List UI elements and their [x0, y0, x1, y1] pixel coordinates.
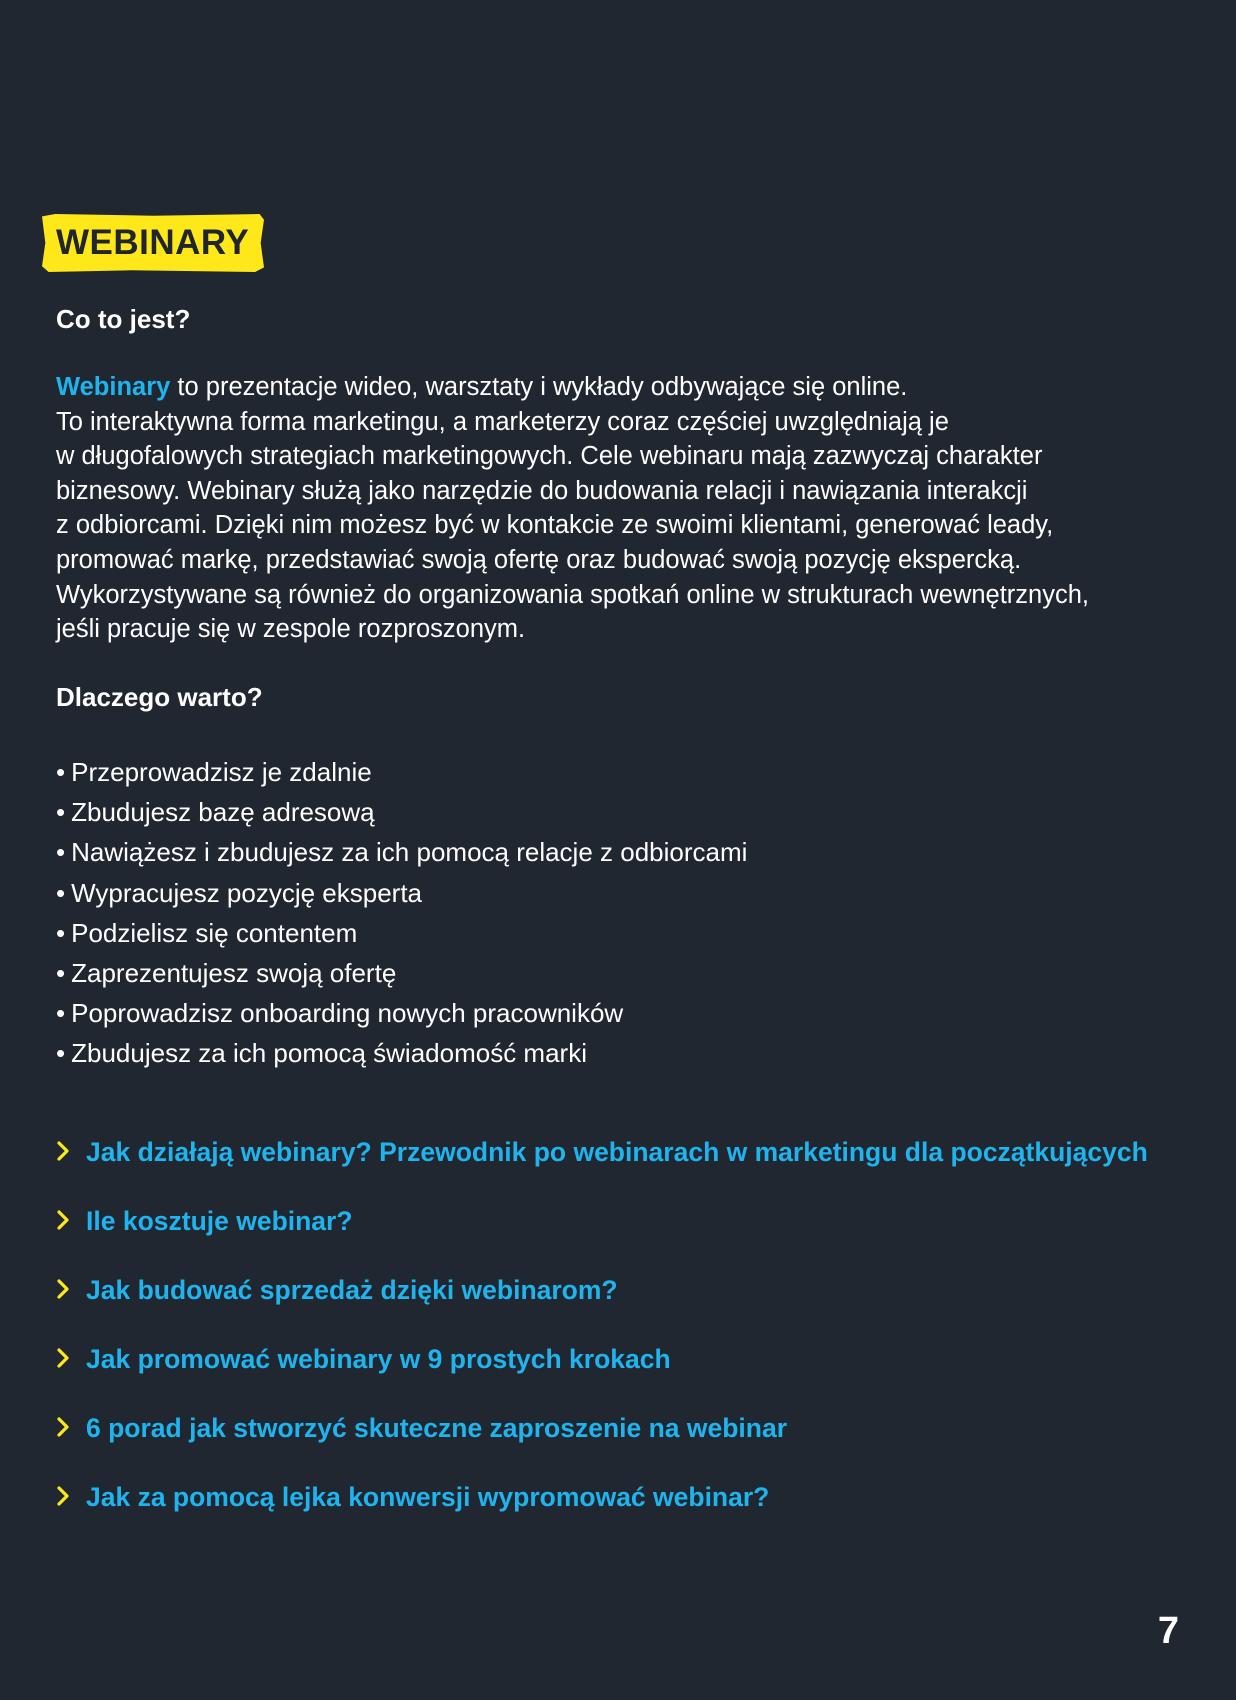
paragraph-line	[56, 370, 1206, 405]
chevron-right-icon	[56, 1279, 70, 1299]
chevron-right-icon	[56, 1486, 70, 1506]
benefit-item: • Podzielisz się contentem	[56, 913, 747, 953]
related-link[interactable]: 6 porad jak stworzyć skuteczne zaproszenie na webinar	[86, 1413, 788, 1443]
related-link-item[interactable]	[56, 1135, 1148, 1204]
benefit-item: • Zbudujesz za ich pomocą świadomość marki	[56, 1033, 747, 1073]
paragraph-line: z odbiorcami. Dzięki nim możesz być w kontakcie ze swoimi klientami, generować leady,	[56, 511, 1054, 540]
paragraph-line: promować markę, przedstawiać swoją ofertę oraz budować swoją pozycję ekspercką.	[56, 545, 1022, 574]
chevron-right-icon	[56, 1210, 70, 1230]
benefit-item: • Wypracujesz pozycję eksperta	[56, 873, 747, 913]
highlight-term: Webinary	[56, 373, 171, 401]
benefit-item: • Zbudujesz bazę adresową	[56, 792, 747, 832]
related-link[interactable]: Jak działają webinary? Przewodnik po webinarach w marketingu dla początkujących	[86, 1137, 1148, 1167]
benefit-item: • Przeprowadzisz je zdalnie	[56, 752, 747, 792]
related-link[interactable]: Ile kosztuje webinar?	[86, 1206, 353, 1236]
paragraph-line: jeśli pracuje się w zespole rozproszonym.	[56, 615, 526, 644]
paragraph-line: To interaktywna forma marketingu, a marketerzy coraz częściej uwzględniają je	[56, 407, 949, 436]
heading-why-worth-it: Dlaczego warto?	[56, 682, 263, 712]
paragraph-line: Wykorzystywane są również do organizowania spotkań online w strukturach wewnętrznych,	[56, 580, 1089, 609]
section-tag: WEBINARY	[56, 223, 250, 262]
related-link[interactable]: Jak za pomocą lejka konwersji wypromować webinar?	[86, 1482, 770, 1512]
related-link-item[interactable]	[56, 1273, 1148, 1342]
chevron-right-icon	[56, 1417, 70, 1437]
related-link[interactable]: Jak promować webinary w 9 prostych krokach	[86, 1344, 671, 1374]
paragraph-line: biznesowy. Webinary służą jako narzędzie do budowania relacji i nawiązania interakcji	[56, 476, 1028, 505]
chevron-right-icon	[56, 1141, 70, 1161]
related-links-list	[56, 1135, 1148, 1549]
description-paragraph	[56, 370, 1206, 647]
paragraph-line: w długofalowych strategiach marketingowych. Cele webinaru mają zazwyczaj charakter	[56, 442, 1043, 471]
benefit-item: • Nawiążesz i zbudujesz za ich pomocą relacje z odbiorcami	[56, 832, 747, 872]
related-link-item[interactable]	[56, 1411, 1148, 1480]
related-link-item[interactable]	[56, 1480, 1148, 1549]
related-link[interactable]: Jak budować sprzedaż dzięki webinarom?	[86, 1275, 618, 1305]
related-link-item[interactable]	[56, 1342, 1148, 1411]
benefits-list	[56, 752, 747, 1074]
page-number: 7	[1157, 1610, 1179, 1652]
paragraph-line-rest: to prezentacje wideo, warsztaty i wykłady odbywające się online.	[170, 373, 908, 401]
chevron-right-icon	[56, 1348, 70, 1368]
related-link-item[interactable]	[56, 1204, 1148, 1273]
benefit-item: • Zaprezentujesz swoją ofertę	[56, 953, 747, 993]
heading-what-is-it: Co to jest?	[56, 304, 191, 334]
benefit-item: • Poprowadzisz onboarding nowych pracowników	[56, 993, 747, 1033]
